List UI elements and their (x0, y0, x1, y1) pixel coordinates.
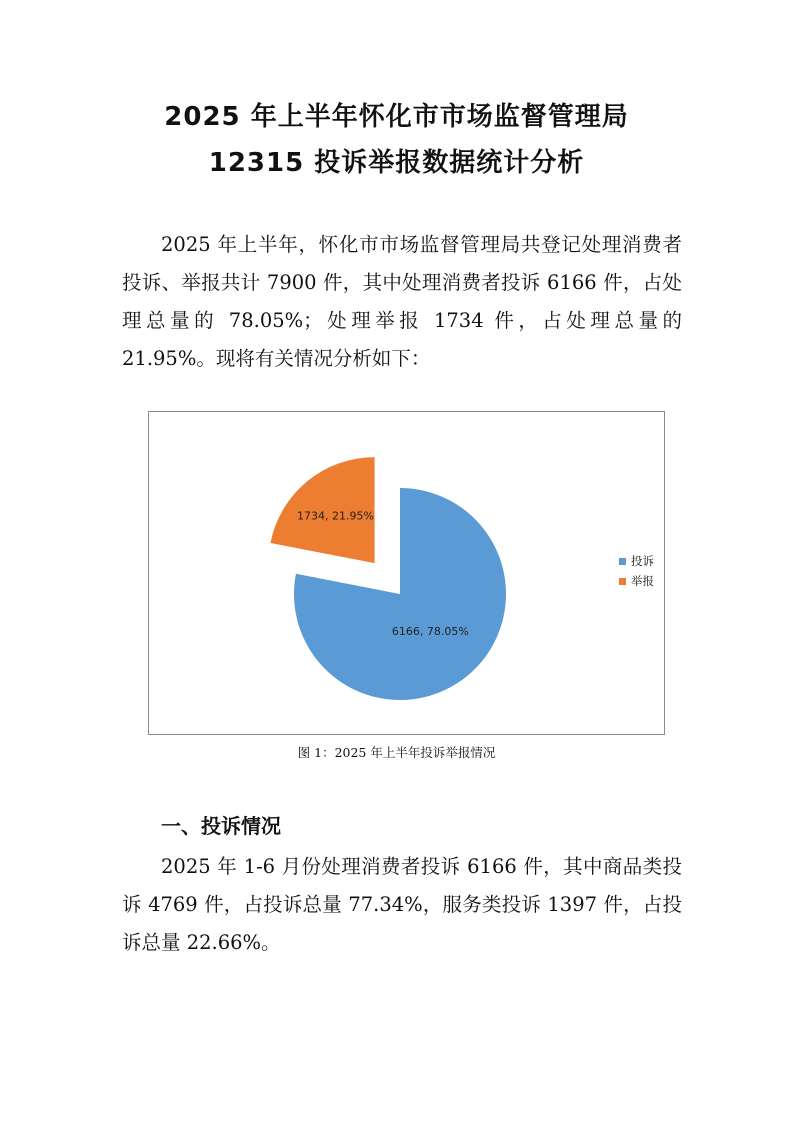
pie-data-label-complaints: 6166, 78.05% (391, 624, 469, 638)
pie-data-label-reports: 1734, 21.95% (296, 509, 374, 523)
legend-label: 举报 (631, 574, 654, 588)
pie-chart (148, 411, 665, 735)
section-heading-complaints: 一、投诉情况 (161, 814, 281, 838)
legend-swatch (619, 558, 626, 565)
legend-item-complaints (619, 553, 654, 569)
pie-chart-canvas (149, 412, 664, 734)
section-paragraph-complaints: 2025 年 1-6 月份处理消费者投诉 6166 件，其中商品类投诉 4769 件，占投诉总量 77.34%，服务类投诉 1397 件，占投诉总量 22.66%。 (122, 855, 682, 954)
doc-title-line-1: 2025 年上半年怀化市市场监督管理局 (164, 102, 629, 132)
legend-item-reports (619, 573, 654, 589)
legend-swatch (619, 578, 626, 585)
doc-title-line-2: 12315 投诉举报数据统计分析 (208, 148, 585, 178)
legend-label: 投诉 (631, 554, 654, 568)
intro-paragraph: 2025 年上半年，怀化市市场监督管理局共登记处理消费者投诉、举报共计 7900 件，其中处理消费者投诉 6166 件，占处理总量的 78.05%；处理举报 1734 件，占处理总量的 21.95%。现将有关情况分析如下： (122, 233, 682, 370)
figure-caption: 图 1：2025 年上半年投诉举报情况 (297, 745, 496, 760)
